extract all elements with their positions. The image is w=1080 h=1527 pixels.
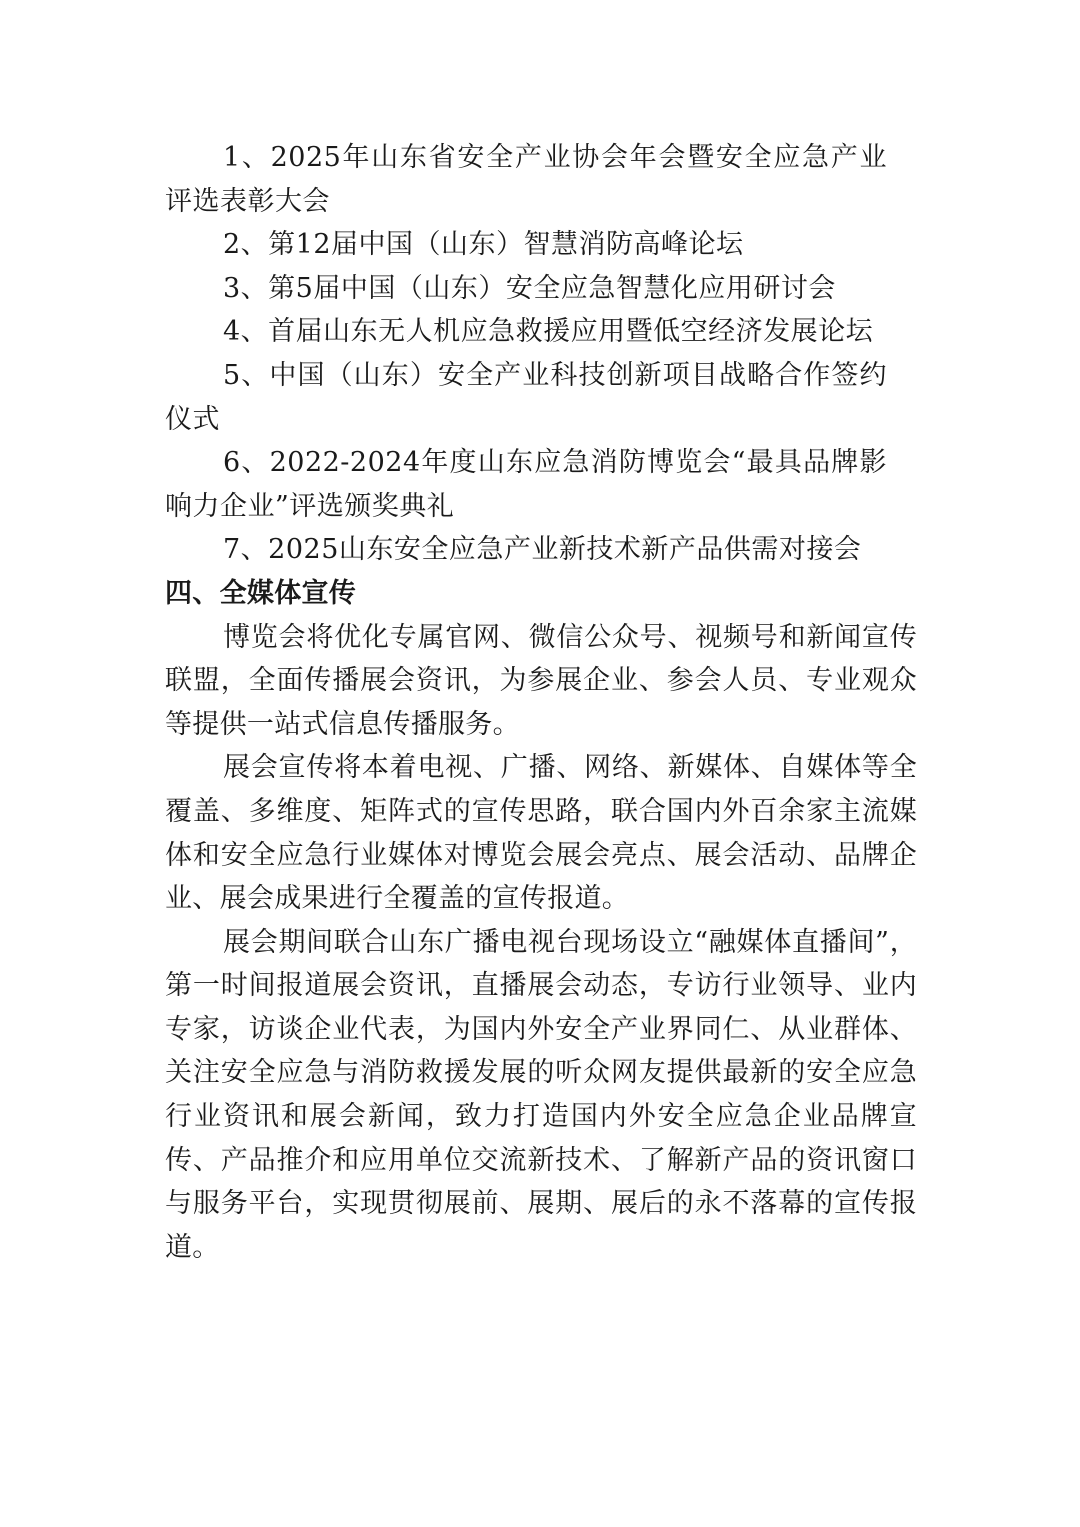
section-heading: 四、全媒体宣传 <box>165 577 357 609</box>
list-item: 2、第12届中国（山东）智慧消防高峰论坛 <box>223 229 744 261</box>
list-item: 5、中国（山东）安全产业科技创新项目战略合作签约仪式 <box>165 359 887 435</box>
list-item: 7、2025山东安全应急产业新技术新产品供需对接会 <box>223 534 862 566</box>
list-item: 3、第5届中国（山东）安全应急智慧化应用研讨会 <box>223 272 836 304</box>
body-paragraph: 博览会将优化专属官网、微信公众号、视频号和新闻宣传联盟，全面传播展会资讯，为参展企业、参会人员、专业观众等提供一站式信息传播服务。 <box>165 621 917 740</box>
list-item: 1、2025年山东省安全产业协会年会暨安全应急产业评选表彰大会 <box>165 142 887 217</box>
body-paragraph: 展会宣传将本着电视、广播、网络、新媒体、自媒体等全覆盖、多维度、矩阵式的宣传思路，联合国内外百余家主流媒体和安全应急行业媒体对博览会展会亮点、展会活动、品牌企业、展会成果进行全覆盖的宣传报道。 <box>165 752 917 915</box>
list-item: 4、首届山东无人机应急救援应用暨低空经济发展论坛 <box>223 316 874 348</box>
document-body <box>165 136 917 1269</box>
body-paragraph: 展会期间联合山东广播电视台现场设立“融媒体直播间”，第一时间报道展会资讯，直播展会动态，专访行业领导、业内专家，访谈企业代表，为国内外安全产业界同仁、从业群体、关注安全应急与消防救援发展的听众网友提供最新的安全应急行业资讯和展会新闻，致力打造国内外安全应急企业品牌宣传、产品推介和应用单位交流新技术、了解新产品的资讯窗口与服务平台，实现贯彻展前、展期、展后的永不落幕的宣传报道。 <box>165 926 917 1263</box>
list-item: 6、2022-2024年度山东应急消防博览会“最具品牌影响力企业”评选颁奖典礼 <box>165 447 887 522</box>
